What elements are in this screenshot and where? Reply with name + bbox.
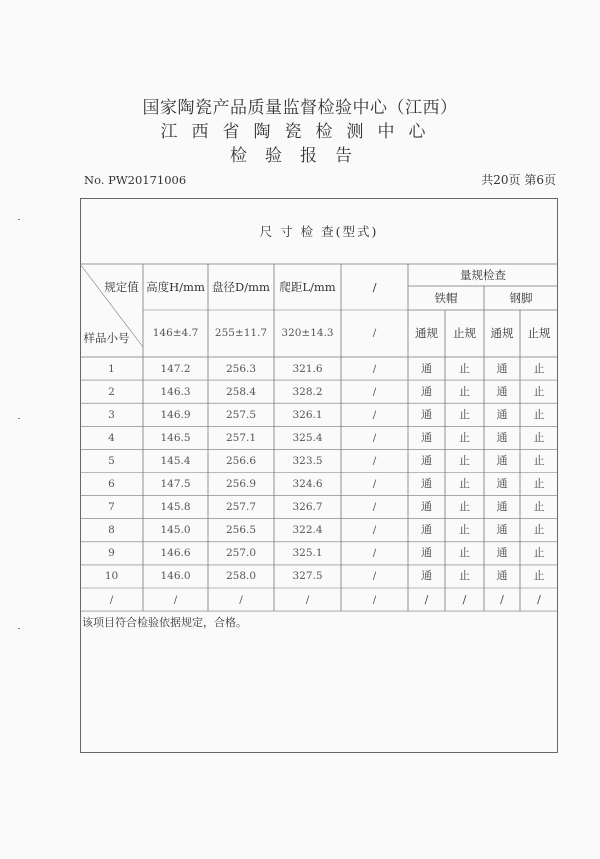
table-row-cell: 通: [421, 361, 432, 375]
spec-value: 146±4.7: [152, 327, 199, 339]
table-row-cell: 止: [459, 384, 470, 398]
table-row-cell: 256.5: [225, 524, 257, 537]
page-counter: 共20页 第6页: [481, 173, 556, 187]
table-row-cell: 止: [459, 477, 470, 491]
gauge-group: 钢脚: [509, 291, 533, 305]
table-row-cell: 止: [459, 546, 470, 560]
table-row-cell: 323.5: [292, 454, 323, 467]
table-row-cell: 6: [108, 478, 115, 491]
table-row-cell: 止: [533, 361, 545, 375]
column-header: 盘径D/mm: [212, 280, 270, 294]
table-row-cell: /: [305, 593, 310, 606]
conclusion-text: 该项目符合检验依据规定，合格。: [82, 616, 247, 629]
table-row-cell: /: [109, 593, 114, 606]
section-title: 尺 寸 检 查(型式): [259, 224, 379, 239]
spec-value: /: [372, 327, 377, 339]
table-row-cell: 止: [533, 500, 545, 514]
table-row-cell: 10: [104, 570, 119, 583]
table-row-cell: 328.2: [292, 385, 323, 398]
table-row-cell: 止: [459, 453, 470, 467]
table-row-cell: 2: [108, 385, 115, 398]
table-row-cell: /: [372, 431, 377, 444]
table-row-cell: 止: [533, 407, 545, 421]
column-header: 高度H/mm: [146, 280, 205, 294]
table-row-cell: 8: [108, 524, 115, 537]
table-row-cell: 止: [459, 407, 470, 421]
spec-value: 320±14.3: [281, 327, 334, 339]
gauge-group: 铁帽: [434, 291, 458, 305]
gauge-sub-header: 通规: [490, 326, 514, 340]
table-row-cell: 通: [496, 361, 508, 375]
margin-mark: [18, 628, 20, 629]
table-row-cell: /: [173, 593, 178, 606]
table-row-cell: 326.7: [292, 501, 323, 514]
table-row-cell: 止: [533, 430, 545, 444]
table-row-cell: 256.6: [225, 454, 257, 467]
column-header: 爬距L/mm: [279, 280, 336, 294]
table-row-cell: 通: [421, 430, 432, 444]
table-row-cell: 通: [421, 523, 432, 537]
gauge-sub-header: 止规: [527, 326, 551, 340]
gauge-header: 量规检查: [460, 268, 506, 282]
gauge-sub-header: 止规: [453, 326, 476, 340]
table-row-cell: 257.0: [225, 547, 257, 560]
table-row-cell: 通: [496, 407, 508, 421]
table-row-cell: 止: [533, 477, 545, 491]
table-row-cell: 通: [496, 430, 508, 444]
table-row-cell: 146.0: [160, 570, 191, 583]
table-row-cell: 通: [496, 500, 508, 514]
spec-value: 255±11.7: [214, 327, 268, 339]
table-row-cell: 146.5: [160, 431, 191, 444]
table-row-cell: 通: [496, 384, 508, 398]
report-title: 检验报告: [230, 146, 370, 166]
corner-label-spec: 规定值: [104, 280, 139, 294]
table-row-cell: 止: [459, 500, 470, 514]
table-row-cell: 257.5: [225, 408, 257, 421]
gauge-sub-header: 通规: [415, 326, 438, 340]
table-row-cell: 145.8: [160, 501, 191, 514]
table-row-cell: 止: [533, 453, 545, 467]
table-row-cell: 9: [108, 547, 115, 560]
table-row-cell: 止: [459, 523, 470, 537]
table-row-cell: /: [372, 454, 377, 467]
center-name-line1: 国家陶瓷产品质量监督检验中心（江西）: [142, 98, 458, 118]
table-row-cell: /: [462, 592, 467, 606]
column-header: /: [372, 280, 377, 294]
table-row-cell: 通: [421, 384, 432, 398]
table-row-cell: 258.0: [225, 570, 257, 583]
table-row-cell: 146.6: [160, 547, 191, 560]
table-row-cell: 通: [496, 569, 508, 583]
table-row-cell: /: [372, 362, 377, 375]
margin-mark: [18, 418, 20, 419]
table-row-cell: 322.4: [292, 524, 323, 537]
table-row-cell: /: [372, 524, 377, 537]
table-row-cell: /: [372, 547, 377, 560]
table-row-cell: /: [424, 592, 429, 606]
table-row-cell: 145.0: [160, 524, 191, 537]
table-row-cell: 通: [421, 453, 432, 467]
table-row-cell: 止: [459, 361, 470, 375]
table-row-cell: 257.1: [225, 431, 257, 444]
table-row-cell: 通: [496, 523, 508, 537]
table-row-cell: 通: [496, 546, 508, 560]
table-row-cell: /: [500, 592, 504, 606]
table-row-cell: 321.6: [292, 362, 323, 375]
table-row-cell: 147.5: [160, 478, 191, 491]
table-row-cell: 256.3: [225, 362, 257, 375]
margin-mark: [18, 219, 20, 220]
table-row-cell: 7: [108, 501, 115, 514]
table-row-cell: 3: [108, 408, 115, 421]
table-row-cell: 1: [108, 362, 115, 375]
table-row-cell: 止: [533, 384, 545, 398]
table-row-cell: 327.5: [292, 570, 323, 583]
table-row-cell: 通: [496, 453, 508, 467]
table-row-cell: 止: [533, 569, 545, 583]
table-row-cell: /: [372, 408, 377, 421]
table-row-cell: 258.4: [225, 385, 257, 398]
table-row-cell: 325.1: [292, 547, 323, 560]
table-row-cell: 146.3: [160, 385, 191, 398]
table-row-cell: 4: [108, 431, 115, 444]
table-row-cell: 通: [421, 477, 432, 491]
report-number: No. PW20171006: [84, 173, 187, 187]
table-row-cell: /: [239, 593, 243, 606]
table-row-cell: 通: [421, 546, 432, 560]
table-row-cell: /: [372, 478, 377, 491]
center-name-line2: 江西省陶瓷检测中心: [160, 122, 440, 142]
table-row-cell: 326.1: [292, 408, 323, 421]
table-row-cell: 止: [459, 430, 470, 444]
table-row-cell: 止: [533, 523, 545, 537]
table-row-cell: 256.9: [225, 478, 257, 491]
table-row-cell: /: [537, 592, 541, 606]
table-row-cell: 止: [459, 569, 470, 583]
table-row-cell: 止: [533, 546, 545, 560]
table-row-cell: 145.4: [160, 454, 191, 467]
table-row-cell: /: [372, 570, 377, 583]
table-row-cell: 5: [108, 454, 115, 467]
table-row-cell: 通: [496, 477, 508, 491]
table-row-cell: 325.4: [292, 431, 323, 444]
table-row-cell: 通: [421, 500, 432, 514]
table-row-cell: /: [372, 501, 377, 514]
table-row-cell: /: [372, 385, 377, 398]
table-row-cell: 147.2: [160, 362, 191, 375]
table-row-cell: 324.6: [292, 478, 323, 491]
table-row-cell: /: [372, 593, 377, 606]
table-row-cell: 257.7: [225, 501, 257, 514]
table-row-cell: 通: [421, 407, 432, 421]
table-row-cell: 146.9: [160, 408, 191, 421]
corner-label-sample: 样品小号: [83, 331, 130, 345]
table-row-cell: 通: [421, 569, 432, 583]
